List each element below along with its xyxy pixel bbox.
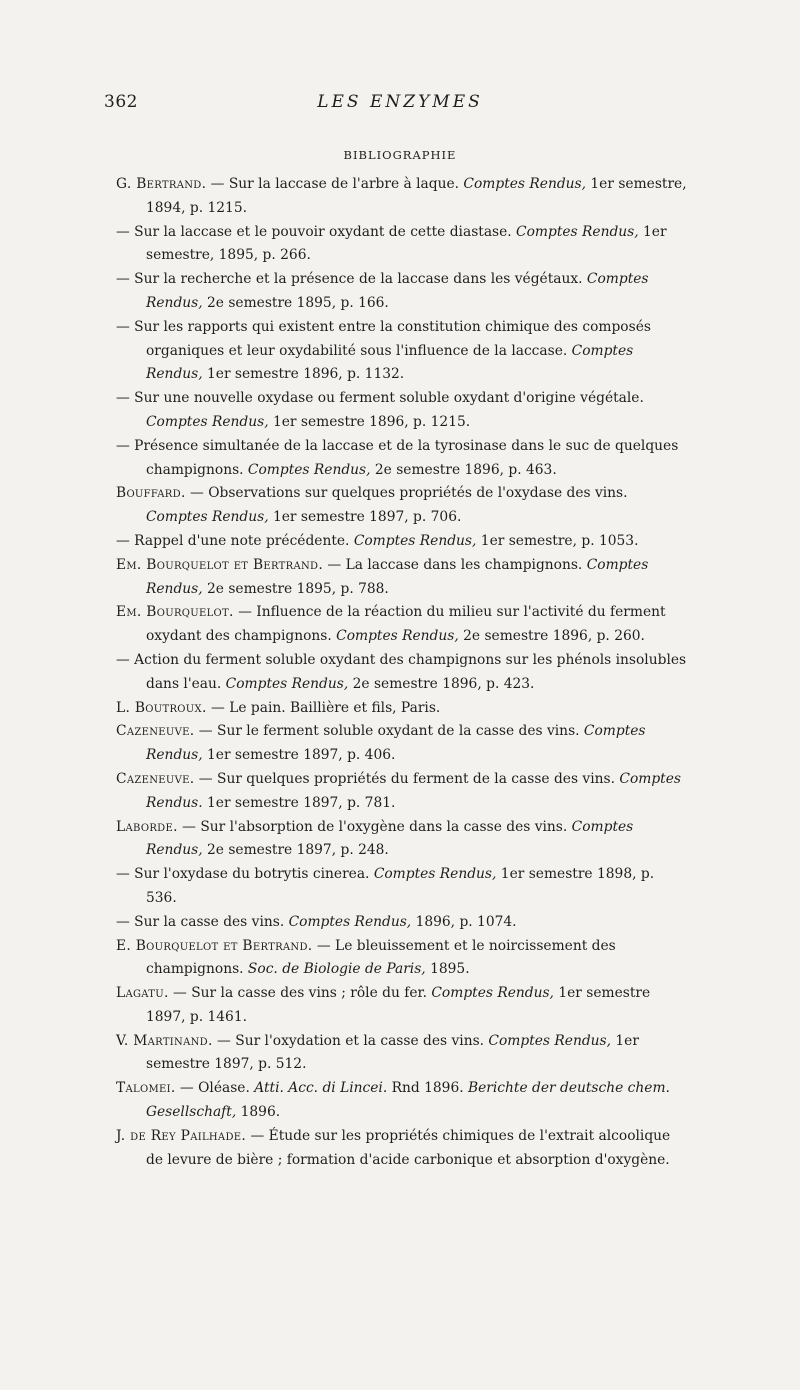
entry-author: L. Boutroux. <box>116 699 207 716</box>
entry-title: — Observations sur quelques propriétés de l'oxydase des vins. <box>185 485 628 502</box>
entry-author: Talomei. <box>116 1080 176 1097</box>
bibliography-entry <box>116 387 688 435</box>
entry-title: — Sur quelques propriétés du ferment de la casse des vins. <box>194 770 615 787</box>
entry-source: Comptes Rendus, <box>146 342 634 383</box>
bibliography-entry <box>116 863 688 911</box>
entry-details: 1er semestre 1896, p. 1132. <box>202 366 405 383</box>
bibliography-entry <box>116 982 688 1030</box>
entry-title: — Sur la casse des vins ; rôle du fer. <box>168 985 427 1002</box>
entry-source: Comptes Rendus, <box>146 818 634 859</box>
entry-details: 2e semestre 1895, p. 166. <box>202 294 389 311</box>
book-title: LES ENZYMES <box>317 92 483 112</box>
entry-details: 1er semestre, 1894, p. 1215. <box>146 176 687 216</box>
entry-title: — Sur la laccase de l'arbre à laque. <box>206 176 460 192</box>
entry-title: — La laccase dans les champignons. <box>323 556 583 573</box>
entry-author: V. Martinand. <box>116 1032 213 1049</box>
entry-source: Comptes Rendus, <box>146 556 649 597</box>
entry-source: Comptes Rendus, <box>349 532 477 549</box>
entry-title: — Sur la casse des vins. <box>116 913 285 930</box>
entry-details: 1er semestre, 1895, p. 266. <box>146 223 667 264</box>
entry-details: 1895. <box>425 961 470 978</box>
bibliography-list <box>116 173 688 1172</box>
entry-source-secondary: Berichte der deutsche chem. Gesellschaft, <box>146 1080 670 1121</box>
entry-author: Cazeneuve. <box>116 770 195 787</box>
entry-source: Comptes Rendus. <box>146 770 681 811</box>
entry-title: — Sur la recherche et la présence de la laccase dans les végétaux. <box>116 271 583 288</box>
bibliography-entry <box>116 221 688 269</box>
bibliography-entry <box>116 720 688 768</box>
entry-source: Comptes Rendus, <box>459 176 587 192</box>
entry-details: 2e semestre 1896, p. 423. <box>348 675 535 692</box>
entry-details: 1er semestre 1897, p. 1461. <box>146 985 651 1025</box>
entry-source: Comptes Rendus, <box>511 223 639 240</box>
entry-details: 2e semestre 1896, p. 463. <box>370 461 557 478</box>
bibliography-entry <box>116 435 688 483</box>
entry-title: — Sur la laccase et le pouvoir oxydant de cette diastase. <box>116 223 512 240</box>
entry-title: — Étude sur les propriétés chimiques de l'extrait alcoolique de levure de bière ; formation d'acide carbonique et absorption d'oxygène. <box>146 1127 671 1168</box>
bibliography-entry <box>116 554 688 602</box>
entry-title: — Le pain. Baillière et fils, Paris. <box>206 699 441 716</box>
entry-source: Comptes Rendus, <box>146 271 649 311</box>
entry-title: — Rappel d'une note précédente. <box>116 532 350 549</box>
entry-author: Cazeneuve. <box>116 723 195 740</box>
entry-details: 2e semestre 1895, p. 788. <box>202 580 389 597</box>
entry-details: 1er semestre 1896, p. 1215. <box>268 413 471 430</box>
entry-title: — Sur l'oxydation et la casse des vins. <box>212 1032 485 1049</box>
bibliography-entry <box>116 601 688 649</box>
bibliography-entry <box>116 697 688 721</box>
bibliography-entry <box>116 1125 688 1173</box>
bibliography-entry <box>116 530 688 554</box>
entry-author: J. de Rey Pailhade. <box>116 1127 247 1144</box>
entry-source: Comptes Rendus, <box>146 723 646 764</box>
entry-details: 2e semestre 1896, p. 260. <box>458 628 645 645</box>
entry-author: Bouffard. <box>116 485 186 502</box>
entry-title: — Sur une nouvelle oxydase ou ferment soluble oxydant d'origine végétale. <box>116 390 644 407</box>
bibliography-entry <box>116 1030 688 1078</box>
entry-author: E. Bourquelot et Bertrand. <box>116 937 313 954</box>
entry-title: — Le bleuissement et le noircissement des champignons. <box>146 937 616 978</box>
bibliography-entry <box>116 268 688 316</box>
entry-details: Rnd 1896. <box>387 1080 464 1097</box>
bibliography-entry <box>116 482 688 530</box>
entry-title: — Influence de la réaction du milieu sur l'activité du ferment oxydant des champignons. <box>146 604 666 645</box>
entry-details: 1er semestre, p. 1053. <box>476 532 639 549</box>
bibliography-entry <box>116 816 688 864</box>
entry-author: G. Bertrand. <box>116 176 207 192</box>
entry-source: Atti. Acc. di Lincei. <box>249 1080 388 1097</box>
entry-title: — Oléase. <box>175 1080 250 1097</box>
entry-details: 1896, p. 1074. <box>411 913 517 930</box>
entry-source: Comptes Rendus, <box>426 985 554 1002</box>
entry-source: Comptes Rendus, <box>284 913 412 930</box>
entry-details: 1er semestre 1897, p. 781. <box>202 794 396 811</box>
entry-details: 1er semestre 1897, p. 706. <box>268 509 462 526</box>
entry-source: Comptes Rendus, <box>221 675 349 692</box>
bibliography-entry <box>116 911 688 935</box>
entry-title: — Sur le ferment soluble oxydant de la casse des vins. <box>194 723 580 740</box>
entry-details: 1er semestre 1898, p. 536. <box>146 866 655 906</box>
entry-source: Comptes Rendus, <box>146 413 269 430</box>
entry-title: — Sur l'oxydase du botrytis cinerea. <box>116 866 370 883</box>
bibliography-entry <box>116 173 688 221</box>
entry-details: 1er semestre 1897, p. 512. <box>146 1032 639 1073</box>
bibliography-entry <box>116 1077 688 1125</box>
entry-author: Lagatu. <box>116 985 169 1002</box>
entry-details-secondary: 1896. <box>236 1104 281 1121</box>
entry-source: Comptes Rendus, <box>369 866 497 883</box>
bibliography-entry <box>116 768 688 816</box>
bibliography-entry <box>116 649 688 697</box>
entry-author: Em. Bourquelot et Bertrand. <box>116 556 324 573</box>
page-number: 362 <box>104 92 138 112</box>
entry-author: Em. Bourquelot. <box>116 604 234 621</box>
entry-title: — Action du ferment soluble oxydant des champignons sur les phénols insolubles dans l'eau. <box>116 651 687 692</box>
entry-details: 1er semestre 1897, p. 406. <box>202 747 396 764</box>
entry-author: Laborde. <box>116 818 178 835</box>
bibliography-entry <box>116 935 688 983</box>
section-title: BIBLIOGRAPHIE <box>343 148 457 162</box>
entry-source: Comptes Rendus, <box>146 509 269 526</box>
entry-source: Comptes Rendus, <box>243 461 371 478</box>
entry-title: — Sur les rapports qui existent entre la constitution chimique des composés organiques et leur oxydabilité sous l'influence de la laccase. <box>116 318 651 359</box>
entry-title: — Présence simultanée de la laccase et de la tyrosinase dans le suc de quelques champignons. <box>116 437 679 478</box>
entry-details: 2e semestre 1897, p. 248. <box>202 842 389 859</box>
bibliography-entry <box>116 316 688 387</box>
running-head <box>0 92 800 118</box>
entry-source: Comptes Rendus, <box>331 628 459 645</box>
entry-source: Comptes Rendus, <box>484 1032 612 1049</box>
entry-source: Soc. de Biologie de Paris, <box>243 961 426 978</box>
entry-title: — Sur l'absorption de l'oxygène dans la casse des vins. <box>177 818 568 835</box>
